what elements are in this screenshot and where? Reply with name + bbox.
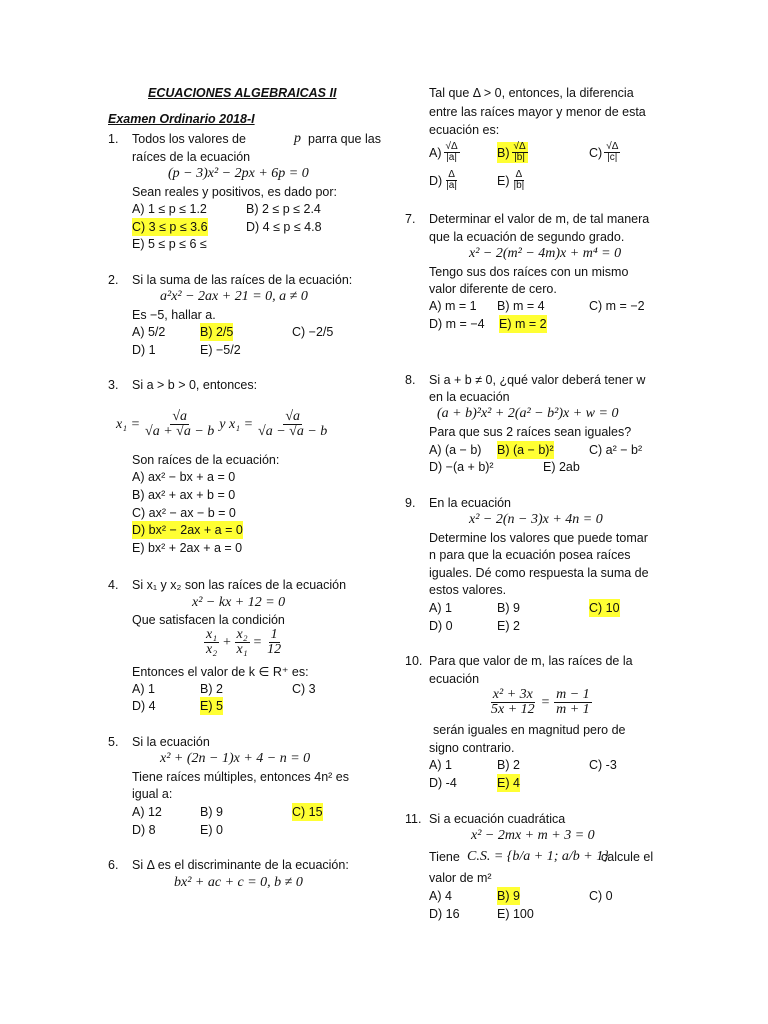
option-c: C) ax² − ax − b = 0: [132, 506, 236, 520]
option-a: A) m = 1: [429, 299, 477, 313]
option-e: E) 5 ≤ p ≤ 6 ≤: [132, 237, 207, 251]
option-b: B) m = 4: [497, 299, 545, 313]
option-e: E) 2: [497, 619, 520, 633]
option-e-correct: E) 5: [200, 699, 223, 713]
question-text: Si la suma de las raíces de la ecuación:: [132, 273, 353, 287]
option-label: B): [497, 145, 510, 160]
plus-sign: +: [222, 634, 232, 650]
option-c: C) 0: [589, 889, 613, 903]
option-c: [589, 142, 620, 163]
option-d: D) 0: [429, 619, 453, 633]
condition-formula: [204, 628, 283, 657]
fraction-2: [554, 688, 592, 717]
fraction-2: [256, 410, 329, 439]
fraction-numerator: x² + 3x: [492, 687, 533, 702]
option-label: C): [589, 145, 603, 160]
question-text: serán iguales en magnitud pero de: [433, 723, 626, 737]
question-number: 11.: [405, 812, 422, 826]
equals-sign: =: [252, 634, 263, 650]
fraction-denominator: |b|: [514, 152, 525, 163]
fraction-denominator: 5x + 12: [491, 702, 535, 717]
question-text: ecuación es:: [429, 123, 500, 137]
option-d: D) −(a + b)²: [429, 460, 494, 474]
fraction-1: [489, 688, 537, 717]
option-b: B) ax² + ax + b = 0: [132, 488, 236, 502]
option-e: E) 2ab: [543, 460, 580, 474]
fraction-denominator: √a + √a − b: [145, 424, 215, 439]
fraction-denominator: x₂: [206, 642, 218, 657]
question-text: Para que valor de m, las raíces de la: [429, 654, 633, 668]
option-d: D) m = −4: [429, 317, 485, 331]
question-text: Si a + b ≠ 0, ¿qué valor deberá tener w: [429, 373, 646, 387]
question-text: igual a:: [132, 787, 173, 801]
fraction-numerator: Δ: [448, 169, 455, 180]
option-a: A) 1: [132, 682, 155, 696]
option-b: B) 9: [497, 601, 520, 615]
option-a: A) 1: [429, 601, 452, 615]
equation-fraction: [489, 688, 592, 717]
option-c-correct: C) 3 ≤ p ≤ 3.6: [132, 220, 208, 234]
option-c: C) −2/5: [292, 325, 334, 339]
option-d: D) -4: [429, 776, 457, 790]
question-text: Si la ecuación: [132, 735, 210, 749]
question-text: parra que las: [308, 132, 381, 146]
option-d: D) 16: [429, 907, 460, 921]
question-number: 3.: [108, 378, 119, 392]
option-a: [429, 142, 460, 163]
fraction-denominator: 12: [267, 642, 282, 657]
question-text: Son raíces de la ecuación:: [132, 453, 280, 467]
question-text: entre las raíces mayor y menor de esta: [429, 105, 646, 119]
question-text: Determine los valores que puede tomar: [429, 531, 648, 545]
document-title: ECUACIONES ALGEBRAICAS II: [148, 86, 337, 100]
question-text: signo contrario.: [429, 741, 515, 755]
question-text: Todos los valores de: [132, 132, 246, 146]
formula-connector: y x₁ =: [219, 416, 254, 432]
option-e: [497, 170, 526, 191]
fraction-1: [204, 628, 219, 657]
option-b: B) 2: [200, 682, 223, 696]
option-e: E) bx² + 2ax + a = 0: [132, 541, 243, 555]
fraction-denominator: |c|: [607, 152, 618, 163]
fraction-numerator: √a: [285, 409, 301, 424]
question-text: valor de m²: [429, 871, 492, 885]
option-a: A) (a − b): [429, 443, 482, 457]
equation: x² − 2mx + m + 3 = 0: [471, 828, 595, 843]
fraction-numerator: √a: [172, 409, 187, 424]
option-e: E) 100: [497, 907, 534, 921]
option-b: B) 9: [200, 805, 223, 819]
option-c-correct: C) 10: [589, 601, 620, 615]
option-c: C) a² − b²: [589, 443, 643, 457]
question-text: calcule el: [601, 850, 654, 864]
question-number: 8.: [405, 373, 416, 387]
option-label: E): [497, 173, 510, 188]
option-e: E) 0: [200, 823, 223, 837]
fraction-numerator: Δ: [515, 169, 523, 180]
question-number: 6.: [108, 858, 119, 872]
fraction-numerator: 1: [270, 627, 278, 642]
option-label: D): [429, 173, 443, 188]
option-e-correct: E) m = 2: [499, 317, 547, 331]
equation: x² − 2(m² − 4m)x + m⁴ = 0: [469, 246, 622, 261]
option-c: C) m = −2: [589, 299, 645, 313]
option-d: D) 8: [132, 823, 156, 837]
fraction-denominator: x₁: [236, 642, 248, 657]
equation: (p − 3)x² − 2px + 6p = 0: [168, 166, 309, 181]
question-text: Si a ecuación cuadrática: [429, 812, 566, 826]
question-number: 5.: [108, 735, 119, 749]
fraction-1: [143, 410, 216, 439]
question-text: Tengo sus dos raíces con un mismo: [429, 265, 629, 279]
question-text: raíces de la ecuación: [132, 150, 251, 164]
question-text: estos valores.: [429, 583, 507, 597]
question-number: 4.: [108, 578, 119, 592]
option-e-correct: E) 4: [497, 776, 520, 790]
option-a: A) 1 ≤ p ≤ 1.2: [132, 202, 207, 216]
option-d-correct: D) bx² − 2ax + a = 0: [132, 523, 243, 537]
question-number: 1.: [108, 132, 119, 146]
question-text: valor diferente de cero.: [429, 282, 557, 296]
option-a: A) ax² − bx + a = 0: [132, 470, 236, 484]
fraction-numerator: √Δ: [445, 141, 458, 152]
equation: a²x² − 2ax + 21 = 0, a ≠ 0: [160, 289, 308, 304]
option-d: D) 4 ≤ p ≤ 4.8: [246, 220, 322, 234]
equation: x² + (2n − 1)x + 4 − n = 0: [160, 751, 311, 766]
option-b-correct: B) 9: [497, 889, 520, 903]
option-c: C) -3: [589, 758, 617, 772]
option-a: A) 1: [429, 758, 452, 772]
option-b-correct: [497, 142, 528, 163]
question-text: Entonces el valor de k ∈ R⁺ es:: [132, 665, 309, 679]
option-d: D) 1: [132, 343, 156, 357]
question-text: Si Δ es el discriminante de la ecuación:: [132, 858, 349, 872]
option-fraction: [444, 142, 460, 163]
option-fraction: [512, 142, 528, 163]
question-text: Para que sus 2 raíces sean iguales?: [429, 425, 632, 439]
fraction-numerator: √Δ: [606, 141, 619, 152]
option-c-correct: C) 15: [292, 805, 323, 819]
question-text: que la ecuación de segundo grado.: [429, 230, 625, 244]
question-text: en la ecuación: [429, 390, 510, 404]
question-text: Determinar el valor de m, de tal manera: [429, 212, 650, 226]
question-text: Si x₁ y x₂ son las raíces de la ecuación: [132, 578, 347, 592]
equation: x² − kx + 12 = 0: [192, 595, 286, 610]
equation: bx² + ac + c = 0, b ≠ 0: [174, 875, 303, 890]
fraction-numerator: m − 1: [556, 687, 590, 702]
formula-lhs: x₁ =: [116, 416, 141, 432]
option-b-correct: B) (a − b)²: [497, 443, 554, 457]
question-text: ecuación: [429, 672, 480, 686]
fraction-denominator: |a|: [446, 152, 457, 163]
exam-subtitle: Examen Ordinario 2018-I: [108, 112, 255, 126]
fraction-denominator: m + 1: [556, 702, 590, 717]
question-text: Sean reales y positivos, es dado por:: [132, 185, 337, 199]
question-text: iguales. Dé como respuesta la suma de: [429, 566, 649, 580]
equals-sign: =: [540, 694, 551, 710]
option-fraction: [604, 142, 620, 163]
option-b: B) 2: [497, 758, 520, 772]
question-text: Es −5, hallar a.: [132, 308, 216, 322]
equation: x² − 2(n − 3)x + 4n = 0: [469, 512, 603, 527]
option-c: C) 3: [292, 682, 316, 696]
option-fraction: [512, 170, 527, 191]
option-d: D) 4: [132, 699, 156, 713]
fraction-numerator: √Δ: [513, 141, 526, 152]
question-text: En la ecuación: [429, 496, 512, 510]
fraction-numerator: x₁: [206, 627, 218, 642]
option-a: A) 4: [429, 889, 452, 903]
question-text: Que satisfacen la condición: [132, 613, 285, 627]
question-text: Tal que Δ > 0, entonces, la diferencia: [429, 86, 634, 100]
option-label: A): [429, 145, 442, 160]
equation: (a + b)²x² + 2(a² − b²)x + w = 0: [437, 406, 619, 421]
question-number: 10.: [405, 654, 423, 668]
question-number: 2.: [108, 273, 119, 287]
question-text: Si a > b > 0, entonces:: [132, 378, 258, 392]
option-b: B) 2 ≤ p ≤ 2.4: [246, 202, 321, 216]
question-text: Tiene raíces múltiples, entonces 4n² es: [132, 770, 350, 784]
fraction-denominator: √a − √a − b: [258, 424, 328, 439]
fraction-numerator: x₂: [236, 627, 248, 642]
question-number: 7.: [405, 212, 416, 226]
roots-formula: [116, 410, 329, 439]
question-text: Tiene: [429, 850, 460, 864]
fraction-denominator: |a|: [446, 180, 457, 191]
option-fraction: [444, 170, 459, 191]
question-number: 9.: [405, 496, 416, 510]
fraction-2: [235, 628, 250, 657]
option-e: E) −5/2: [200, 343, 241, 357]
solution-set: C.S. = {b/a + 1; a/b + 1}: [467, 849, 609, 864]
question-text: n para que la ecuación posea raíces: [429, 548, 631, 562]
fraction-3: [265, 628, 283, 657]
math-variable: p: [294, 131, 301, 146]
option-a: A) 5/2: [132, 325, 166, 339]
option-b-correct: B) 2/5: [200, 325, 234, 339]
option-d: [429, 170, 459, 191]
fraction-denominator: |b|: [513, 180, 525, 191]
option-a: A) 12: [132, 805, 162, 819]
